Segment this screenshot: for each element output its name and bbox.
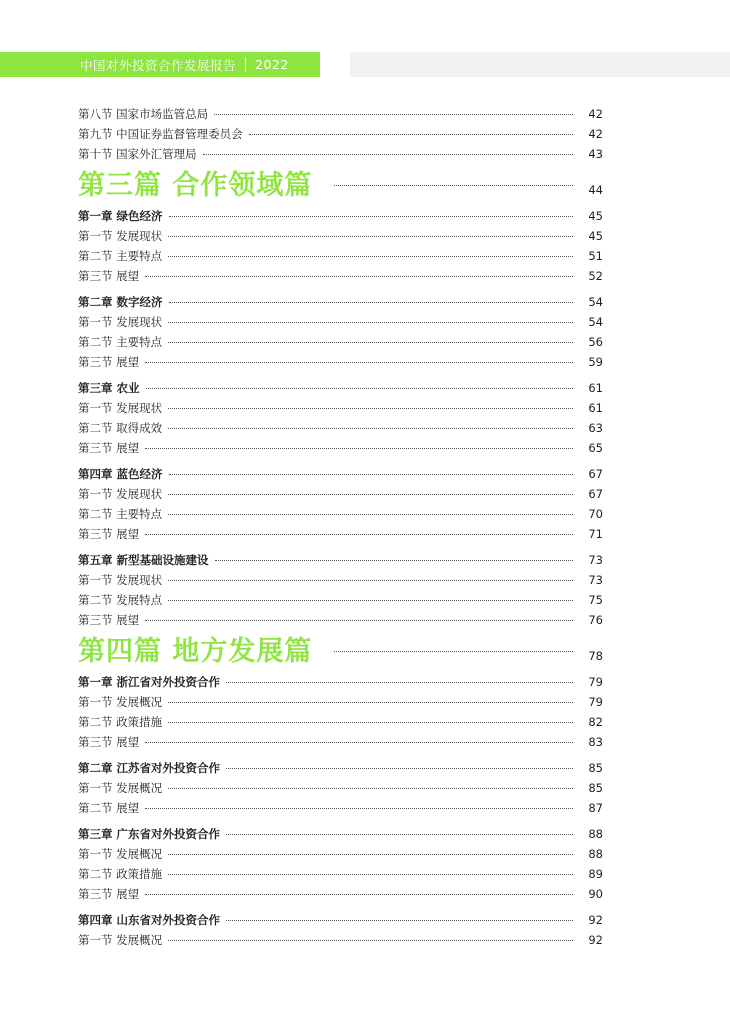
toc-entry-label: 第二节 政策措施 bbox=[78, 715, 163, 729]
toc-page-number: 76 bbox=[588, 613, 603, 627]
dot-leader bbox=[334, 185, 573, 186]
toc-page-number: 92 bbox=[588, 913, 603, 927]
toc-entry-label: 第五章 新型基础设施建设 bbox=[78, 553, 209, 567]
dot-leader bbox=[145, 276, 573, 277]
toc-page-number: 43 bbox=[588, 147, 603, 161]
toc-entry-label: 第一节 发展概况 bbox=[78, 781, 163, 795]
toc-entry-label: 第三节 展望 bbox=[78, 735, 140, 749]
table-of-contents bbox=[78, 104, 603, 950]
header-divider bbox=[245, 57, 246, 72]
toc-entry-label: 第一章 浙江省对外投资合作 bbox=[78, 675, 221, 689]
toc-entry-label: 第一节 发展现状 bbox=[78, 573, 163, 587]
toc-entry-label: 第三节 展望 bbox=[78, 527, 140, 541]
dot-leader bbox=[226, 768, 573, 769]
toc-part-heading bbox=[78, 634, 603, 670]
toc-entry-label: 第一节 发展现状 bbox=[78, 315, 163, 329]
toc-section-entry bbox=[78, 484, 603, 504]
toc-page-number: 78 bbox=[588, 649, 603, 663]
report-year: 2022 bbox=[255, 57, 289, 72]
toc-page-number: 65 bbox=[588, 441, 603, 455]
toc-entry-label: 第二节 发展特点 bbox=[78, 593, 163, 607]
toc-page-number: 75 bbox=[588, 593, 603, 607]
dot-leader bbox=[226, 682, 573, 683]
toc-page-number: 88 bbox=[588, 827, 603, 841]
dot-leader bbox=[168, 702, 573, 703]
toc-entry-label: 第三章 广东省对外投资合作 bbox=[78, 827, 221, 841]
dot-leader bbox=[168, 854, 573, 855]
toc-section-entry bbox=[78, 712, 603, 732]
toc-entry-label: 第一节 发展概况 bbox=[78, 847, 163, 861]
toc-section-entry bbox=[78, 732, 603, 752]
toc-entry-label: 第四章 山东省对外投资合作 bbox=[78, 913, 221, 927]
dot-leader bbox=[168, 580, 573, 581]
dot-leader bbox=[168, 494, 573, 495]
toc-section-entry bbox=[78, 590, 603, 610]
dot-leader bbox=[168, 236, 573, 237]
toc-entry-label: 第三篇 合作领域篇 bbox=[78, 170, 313, 201]
dot-leader bbox=[145, 448, 573, 449]
toc-entry-label: 第二节 主要特点 bbox=[78, 335, 163, 349]
toc-entry-label: 第二节 主要特点 bbox=[78, 507, 163, 521]
toc-section-entry bbox=[78, 570, 603, 590]
toc-entry-label: 第三节 展望 bbox=[78, 355, 140, 369]
toc-section-entry bbox=[78, 692, 603, 712]
toc-chapter-entry bbox=[78, 464, 603, 484]
toc-section-entry bbox=[78, 352, 603, 372]
dot-leader bbox=[168, 256, 573, 257]
toc-page-number: 54 bbox=[588, 315, 603, 329]
toc-page-number: 59 bbox=[588, 355, 603, 369]
toc-section-entry bbox=[78, 398, 603, 418]
toc-entry-label: 第三节 展望 bbox=[78, 269, 140, 283]
toc-entry-label: 第四章 蓝色经济 bbox=[78, 467, 163, 481]
toc-entry-label: 第一节 发展概况 bbox=[78, 933, 163, 947]
toc-entry-label: 第三节 展望 bbox=[78, 887, 140, 901]
dot-leader bbox=[169, 302, 573, 303]
toc-page-number: 87 bbox=[588, 801, 603, 815]
toc-page-number: 63 bbox=[588, 421, 603, 435]
toc-page-number: 52 bbox=[588, 269, 603, 283]
toc-section-entry bbox=[78, 418, 603, 438]
header-grey-band bbox=[350, 52, 730, 77]
dot-leader bbox=[146, 388, 573, 389]
toc-page-number: 71 bbox=[588, 527, 603, 541]
dot-leader bbox=[168, 408, 573, 409]
toc-entry-label: 第二节 取得成效 bbox=[78, 421, 163, 435]
toc-entry-label: 第一章 绿色经济 bbox=[78, 209, 163, 223]
dot-leader bbox=[214, 114, 573, 115]
toc-section-entry bbox=[78, 312, 603, 332]
toc-entry-label: 第二节 政策措施 bbox=[78, 867, 163, 881]
toc-section-entry bbox=[78, 144, 603, 164]
toc-chapter-entry bbox=[78, 292, 603, 312]
dot-leader bbox=[226, 920, 573, 921]
toc-section-entry bbox=[78, 844, 603, 864]
toc-page-number: 85 bbox=[588, 781, 603, 795]
toc-entry-label: 第三章 农业 bbox=[78, 381, 140, 395]
dot-leader bbox=[168, 322, 573, 323]
toc-section-entry bbox=[78, 246, 603, 266]
dot-leader bbox=[168, 940, 573, 941]
toc-section-entry bbox=[78, 504, 603, 524]
report-title: 中国对外投资合作发展报告 bbox=[80, 57, 237, 73]
toc-chapter-entry bbox=[78, 550, 603, 570]
dot-leader bbox=[168, 600, 573, 601]
toc-page-number: 83 bbox=[588, 735, 603, 749]
toc-entry-label: 第四篇 地方发展篇 bbox=[78, 636, 313, 667]
dot-leader bbox=[168, 788, 573, 789]
toc-entry-label: 第十节 国家外汇管理局 bbox=[78, 147, 197, 161]
toc-part-heading bbox=[78, 168, 603, 204]
toc-page-number: 70 bbox=[588, 507, 603, 521]
toc-chapter-entry bbox=[78, 378, 603, 398]
running-header bbox=[0, 52, 320, 77]
dot-leader bbox=[168, 428, 573, 429]
toc-page-number: 79 bbox=[588, 695, 603, 709]
dot-leader bbox=[215, 560, 573, 561]
toc-page-number: 45 bbox=[588, 229, 603, 243]
dot-leader bbox=[145, 894, 573, 895]
dot-leader bbox=[334, 651, 573, 652]
dot-leader bbox=[169, 216, 573, 217]
toc-chapter-entry bbox=[78, 910, 603, 930]
toc-page-number: 67 bbox=[588, 467, 603, 481]
toc-page-number: 45 bbox=[588, 209, 603, 223]
toc-page-number: 92 bbox=[588, 933, 603, 947]
dot-leader bbox=[145, 534, 573, 535]
toc-page-number: 89 bbox=[588, 867, 603, 881]
toc-section-entry bbox=[78, 332, 603, 352]
toc-entry-label: 第一节 发展现状 bbox=[78, 487, 163, 501]
toc-page-number: 73 bbox=[588, 553, 603, 567]
toc-entry-label: 第二章 数字经济 bbox=[78, 295, 163, 309]
toc-section-entry bbox=[78, 104, 603, 124]
toc-page-number: 44 bbox=[588, 183, 603, 197]
toc-entry-label: 第三节 展望 bbox=[78, 441, 140, 455]
toc-entry-label: 第八节 国家市场监管总局 bbox=[78, 107, 209, 121]
toc-page-number: 56 bbox=[588, 335, 603, 349]
toc-section-entry bbox=[78, 524, 603, 544]
dot-leader bbox=[169, 474, 573, 475]
toc-page-number: 42 bbox=[588, 127, 603, 141]
toc-page-number: 67 bbox=[588, 487, 603, 501]
dot-leader bbox=[168, 874, 573, 875]
dot-leader bbox=[168, 722, 573, 723]
toc-chapter-entry bbox=[78, 206, 603, 226]
toc-page-number: 85 bbox=[588, 761, 603, 775]
toc-entry-label: 第二节 展望 bbox=[78, 801, 140, 815]
toc-entry-label: 第一节 发展概况 bbox=[78, 695, 163, 709]
dot-leader bbox=[203, 154, 573, 155]
toc-section-entry bbox=[78, 884, 603, 904]
dot-leader bbox=[145, 808, 573, 809]
dot-leader bbox=[145, 362, 573, 363]
toc-entry-label: 第一节 发展现状 bbox=[78, 401, 163, 415]
toc-page-number: 82 bbox=[588, 715, 603, 729]
toc-page-number: 90 bbox=[588, 887, 603, 901]
toc-entry-label: 第九节 中国证券监督管理委员会 bbox=[78, 127, 243, 141]
toc-section-entry bbox=[78, 930, 603, 950]
dot-leader bbox=[249, 134, 573, 135]
toc-page-number: 42 bbox=[588, 107, 603, 121]
toc-page-number: 79 bbox=[588, 675, 603, 689]
toc-page-number: 88 bbox=[588, 847, 603, 861]
dot-leader bbox=[168, 514, 573, 515]
toc-section-entry bbox=[78, 610, 603, 630]
toc-section-entry bbox=[78, 438, 603, 458]
toc-page-number: 73 bbox=[588, 573, 603, 587]
toc-page-number: 61 bbox=[588, 401, 603, 415]
toc-section-entry bbox=[78, 798, 603, 818]
dot-leader bbox=[168, 342, 573, 343]
toc-entry-label: 第二节 主要特点 bbox=[78, 249, 163, 263]
toc-section-entry bbox=[78, 226, 603, 246]
toc-section-entry bbox=[78, 266, 603, 286]
toc-section-entry bbox=[78, 864, 603, 884]
toc-entry-label: 第二章 江苏省对外投资合作 bbox=[78, 761, 221, 775]
toc-entry-label: 第三节 展望 bbox=[78, 613, 140, 627]
toc-section-entry bbox=[78, 124, 603, 144]
toc-chapter-entry bbox=[78, 758, 603, 778]
dot-leader bbox=[226, 834, 573, 835]
toc-section-entry bbox=[78, 778, 603, 798]
dot-leader bbox=[145, 620, 573, 621]
toc-page-number: 54 bbox=[588, 295, 603, 309]
toc-chapter-entry bbox=[78, 672, 603, 692]
toc-page-number: 61 bbox=[588, 381, 603, 395]
toc-chapter-entry bbox=[78, 824, 603, 844]
toc-page-number: 51 bbox=[588, 249, 603, 263]
dot-leader bbox=[145, 742, 573, 743]
toc-entry-label: 第一节 发展现状 bbox=[78, 229, 163, 243]
